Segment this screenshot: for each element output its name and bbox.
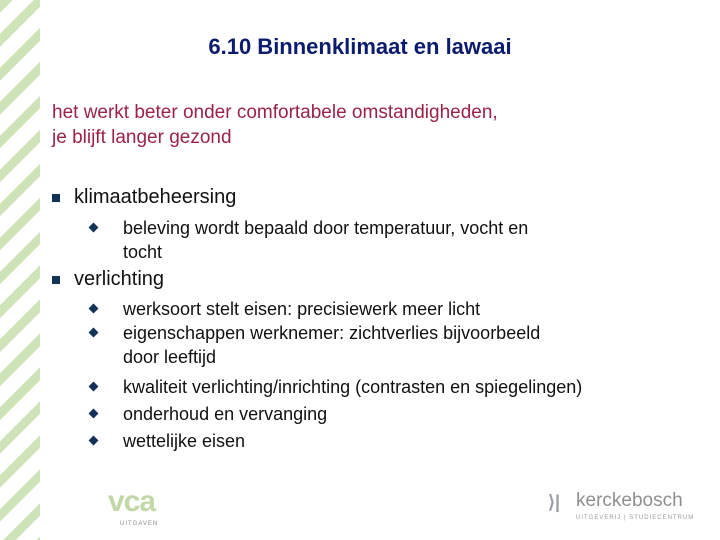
- slide-subtitle: [52, 100, 672, 150]
- subtitle-line-1: het werkt beter onder comfortabele omstandigheden,: [52, 102, 498, 123]
- diamond-bullet-icon: [89, 436, 99, 446]
- vca-logo-word: vca: [108, 485, 156, 518]
- sub-bullet-line: beleving wordt bepaald door temperatuur, vocht en: [123, 218, 529, 238]
- subtitle-line-2: je blijft langer gezond: [52, 127, 232, 148]
- diamond-bullet-icon: [89, 223, 99, 233]
- diamond-bullet-icon: [89, 328, 99, 338]
- sub-bullet-text: [123, 321, 698, 369]
- sub-bullet-text: kwaliteit verlichting/inrichting (contrasten en spiegelingen): [123, 377, 583, 397]
- vca-logo: [108, 485, 178, 528]
- sub-bullet-line: eigenschappen werknemer: zichtverlies bijvoorbeeld: [123, 323, 541, 343]
- sub-bullet-text: onderhoud en vervanging: [123, 404, 328, 424]
- sub-bullet-line: tocht: [123, 242, 163, 262]
- bullet-heading: klimaatbeheersing: [74, 186, 237, 208]
- bullet-heading: verlichting: [74, 268, 165, 290]
- diamond-bullet-icon: [89, 382, 99, 392]
- square-bullet-icon: [52, 194, 60, 202]
- diamond-bullet-icon: [89, 304, 99, 314]
- kerckebosch-logo-sub: UITGEVERIJ | STUDIECENTRUM: [576, 515, 695, 521]
- sub-bullet-text: wettelijke eisen: [123, 431, 246, 451]
- decorative-stripes: [0, 0, 40, 540]
- slide-title: 6.10 Binnenklimaat en lawaai: [208, 34, 512, 59]
- vca-logo-sub: UITGAVEN: [120, 521, 159, 527]
- kerckebosch-mark-icon: ⟩|: [548, 492, 561, 512]
- bullet-verlichting: [52, 268, 164, 291]
- kerckebosch-logo: [548, 488, 698, 528]
- sub-bullet-text: werksoort stelt eisen: precisiewerk meer licht: [123, 299, 481, 319]
- square-bullet-icon: [52, 276, 60, 284]
- bullet-klimaatbeheersing: [52, 186, 236, 209]
- kerckebosch-logo-word: kerckebosch: [576, 490, 683, 511]
- sub-bullet-text: [123, 216, 698, 264]
- sub-bullet-line: door leeftijd: [123, 347, 217, 367]
- diamond-bullet-icon: [89, 409, 99, 419]
